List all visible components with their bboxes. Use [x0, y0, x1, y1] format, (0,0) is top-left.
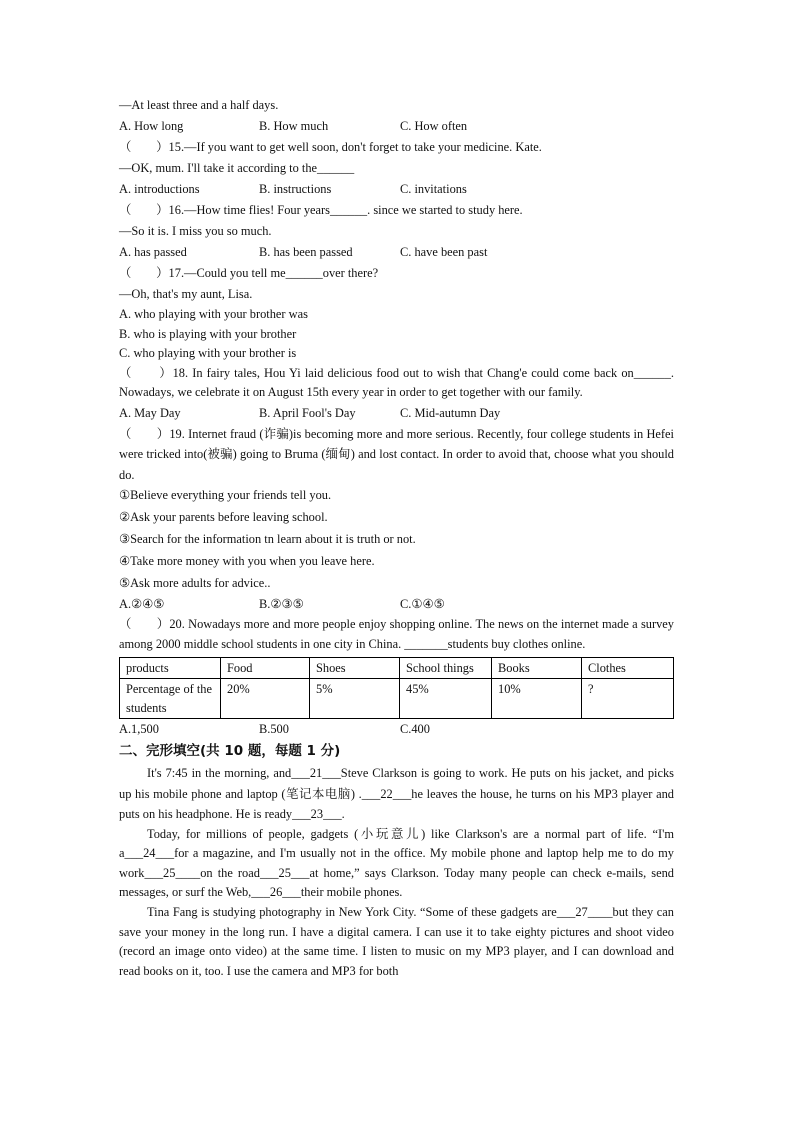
text: Steve Clarkson is going to work. He puts on his jacket, and picks up his mobile phone and laptop (笔记本电脑) .	[119, 766, 674, 801]
q19-item-2: ②Ask your parents before leaving school.	[119, 510, 328, 525]
survey-table-header-row	[120, 657, 674, 679]
q17-option-b: B. who is playing with your brother	[119, 326, 297, 341]
q19-item-4: ④Take more money with you when you leave here.	[119, 553, 375, 568]
q16-stem: （ ）16.—How time flies! Four years______. since we started to study here.	[119, 203, 523, 217]
text: Today, for millions of people, gadgets (小玩意儿) like Clarkson's are a normal part of life. “I'm a	[119, 826, 674, 861]
blank-21: ___21___	[291, 766, 341, 781]
text: It's 7:45 in the morning, and	[147, 766, 292, 781]
q14-option-b: B. How much	[259, 119, 329, 133]
q15-reply: —OK, mum. I'll take it according to the______	[119, 161, 355, 175]
table-row-label: Percentage of the students	[120, 679, 221, 719]
exam-page	[119, 95, 674, 981]
q19-item-5: ⑤Ask more adults for advice..	[119, 575, 271, 590]
table-cell: 10%	[492, 679, 582, 719]
q14-answer-line: —At least three and a half days.	[119, 98, 279, 112]
table-header-cell: products	[120, 657, 221, 679]
blank-24: ___24___	[124, 846, 175, 861]
q15-option-c: C. invitations	[400, 182, 467, 196]
q17-option-c: C. who playing with your brother is	[119, 346, 297, 361]
blank-25: ___25___	[259, 865, 310, 880]
q17-reply: —Oh, that's my aunt, Lisa.	[119, 287, 253, 301]
q18-options	[119, 403, 674, 424]
table-cell: 5%	[310, 679, 400, 719]
table-header-cell: Clothes	[582, 657, 674, 679]
q18-option-b: B. April Fool's Day	[259, 405, 356, 420]
q19-option-b: B.②③⑤	[259, 597, 304, 612]
blank-22: ___22___	[361, 786, 412, 801]
q16-options	[119, 242, 674, 263]
survey-table	[119, 657, 674, 720]
q14-option-a: A. How long	[119, 119, 184, 133]
q19-stem: （ ）19. Internet fraud (诈骗)is becoming more and more serious. Recently, four college students in Hefei were tricked into(被骗) going to Bruma (缅甸) and lost contact. In order to avoid that, choose what you should do.	[119, 426, 674, 482]
q16-option-b: B. has been passed	[259, 245, 353, 259]
table-header-cell: Shoes	[310, 657, 400, 679]
q20-options	[119, 719, 674, 740]
text: he leaves the house, he turns on his MP3 player and puts on his headphone. He is ready	[119, 786, 674, 822]
q20-option-b: B.500	[259, 722, 289, 737]
blank-25: ___25____	[144, 865, 201, 880]
q18-stem: （ ）18. In fairy tales, Hou Yi laid delicious food out to wish that Chang'e could come back on______. Nowadays, we celebrate it on August 15th every year in order to get together with our family.	[119, 365, 674, 400]
q20-option-a: A.1,500	[119, 722, 159, 737]
q19-option-c: C.①④⑤	[400, 597, 445, 612]
q14-options	[119, 116, 674, 137]
q19-option-a: A.②④⑤	[119, 597, 165, 612]
q18-option-a: A. May Day	[119, 405, 181, 420]
q20-option-c: C.400	[400, 722, 430, 737]
table-header-cell: Food	[221, 657, 310, 679]
q15-options	[119, 179, 674, 200]
q15-option-b: B. instructions	[259, 182, 332, 196]
section-heading: 二、完形填空(共 10 题，每题 1 分)	[119, 743, 341, 760]
text: but they can save your money in the long run. I have a digital camera. I can use it to take eighty pictures and shoot video (record an image onto video) at the same time. I listen to music on my MP3 player, and I can download and read books on it, too. I use the camera and MP3 for both	[119, 905, 674, 978]
survey-table-row	[120, 679, 674, 719]
table-cell: ?	[582, 679, 674, 719]
q20-stem: （ ）20. Nowadays more and more people enjoy shopping online. The news on the internet made a survey among 2000 middle school students in one city in China. _______students buy clothes online.	[119, 617, 674, 652]
q16-option-a: A. has passed	[119, 245, 187, 259]
blank-23: ___23___	[292, 807, 342, 822]
q17-stem: （ ）17.—Could you tell me______over there?	[119, 266, 379, 280]
q16-reply: —So it is. I miss you so much.	[119, 224, 272, 238]
q14-option-c: C. How often	[400, 119, 468, 133]
table-header-cell: Books	[492, 657, 582, 679]
text: Tina Fang is studying photography in New York City. “Some of these gadgets are	[147, 905, 557, 920]
table-cell: 45%	[400, 679, 492, 719]
blank-26: ___26___	[251, 885, 301, 900]
cloze-paragraph-1	[119, 763, 674, 825]
text: .	[341, 807, 345, 822]
blank-27: ___27____	[556, 905, 613, 920]
cloze-paragraph-2	[119, 825, 674, 903]
text: at home,” says Clarkson. Today many people can check e-mails, send messages, or surf the Web,	[119, 865, 674, 900]
q19-options	[119, 594, 674, 615]
q15-stem: （ ）15.—If you want to get well soon, don't forget to take your medicine. Kate.	[119, 140, 542, 154]
q19-item-3: ③Search for the information tn learn about it is truth or not.	[119, 532, 416, 547]
table-cell: 20%	[221, 679, 310, 719]
text: on the road	[200, 865, 260, 880]
q18-option-c: C. Mid-autumn Day	[400, 405, 501, 420]
q19-item-1: ①Believe everything your friends tell you.	[119, 488, 332, 503]
text: for a magazine, and I'm usually not in the office. My mobile phone and laptop help me to do my work	[119, 846, 674, 880]
q16-option-c: C. have been past	[400, 245, 488, 259]
q15-option-a: A. introductions	[119, 182, 200, 196]
text: their mobile phones.	[300, 885, 403, 900]
table-header-cell: School things	[400, 657, 492, 679]
cloze-paragraph-3	[119, 903, 674, 981]
q17-option-a: A. who playing with your brother was	[119, 307, 308, 321]
